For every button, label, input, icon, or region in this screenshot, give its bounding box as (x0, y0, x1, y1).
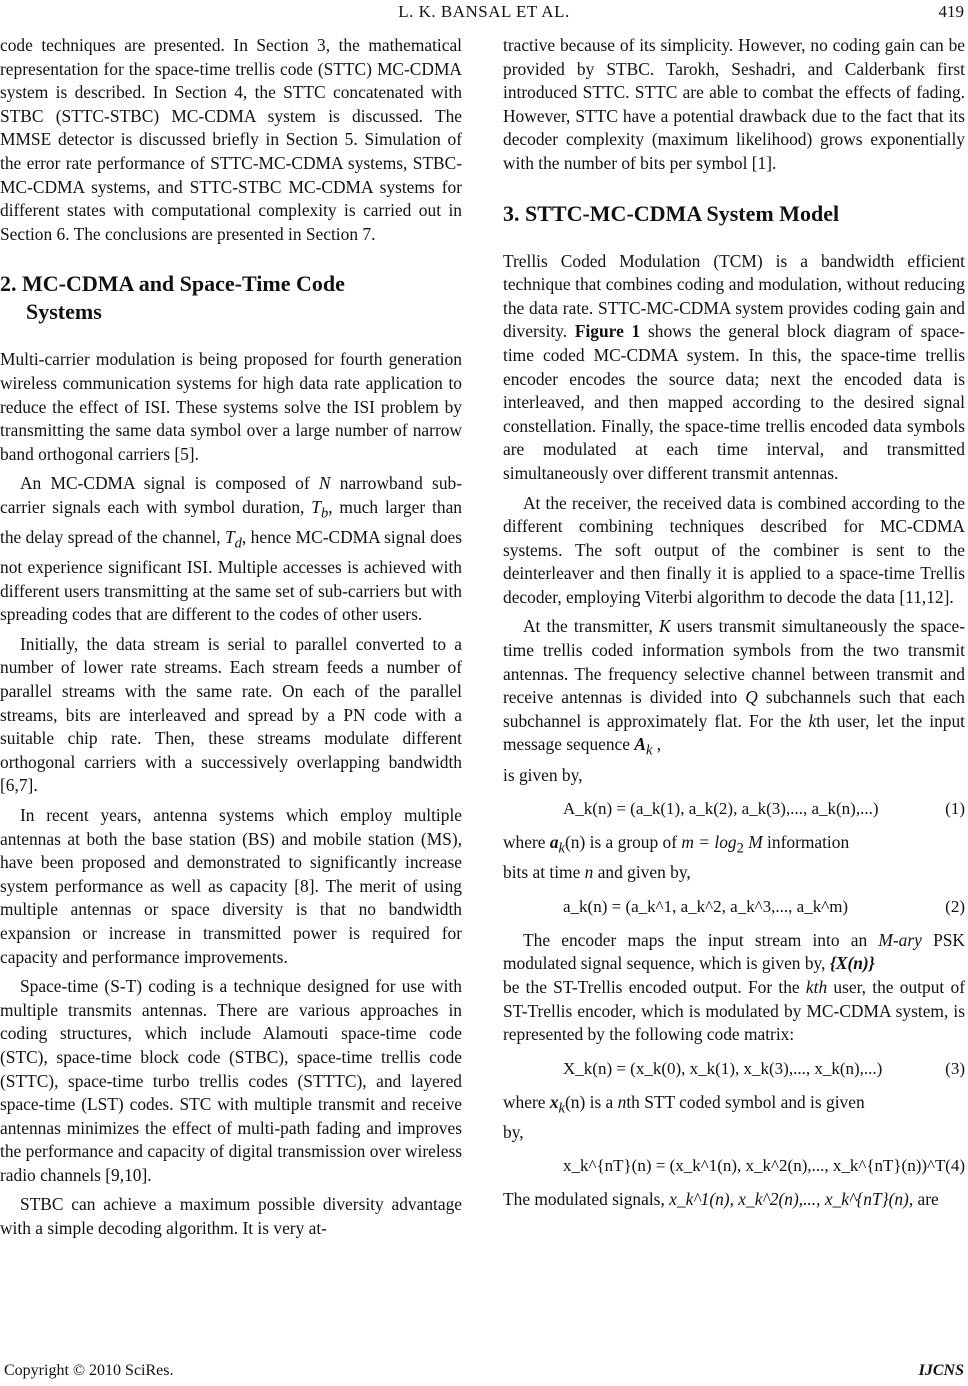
paragraph: where $x_k(n)$ is a nth STT coded symbol and is given by, (503, 1091, 865, 1142)
paragraph: The modulated signals, x_k^1(n), x_k^2(n),..., x_k^{nT}(n), are (503, 1189, 939, 1210)
section-2-title-line1: MC-CDMA and Space-Time Code (22, 271, 345, 297)
figure-reference: Figure 1 (574, 321, 641, 342)
paragraph: At the receiver, the received data is combined according to the different combining techniques described for MC-CDMA systems. The soft output of the combiner is sent to the deinterleaver and then finally it is applied to a space-time Trellis decoder, employing Viterbi algorithm to decode the data [11,12]. (503, 492, 965, 607)
paragraph: Multi-carrier modulation is being proposed for fourth generation wireless communication systems for high data rate application to reduce the effect of ISI. These systems solve the ISI problem by transmitting the same data symbol over a large number of narrow band orthogonal carriers [5]. (0, 349, 462, 464)
equation-2 (503, 889, 965, 923)
equation-4-number: (4) (945, 1156, 965, 1176)
paragraph: Trellis Coded Modulation (TCM) is a bandwidth efficient technique that combines coding and modulation, without reducing the data rate. STTC-MC-CDMA system provides coding gain and diversity. Figure 1 shows the general block diagram of space-time coded MC-CDMA system. In this, the space-time trellis encoder encodes the source data; next the encoded data is interleaved, and then mapped according to the desired signal constellation. Finally, the space-time trellis encoded data symbols are modulated at each time interval, and transmitted simultaneously over different transmit antennas. (503, 250, 965, 483)
equation-4 (503, 1148, 965, 1182)
continued-paragraph: tractive because of its simplicity. However, no coding gain can be provided by STBC. Tarokh, Seshadri, and Calderbank first introduced STTC. STTC are able to combat the effects of fading. However, STTC have a potential drawback due to the fact that its decoder complexity (maximum likelihood) grows exponentially with the number of bits per symbol [1]. (503, 35, 965, 173)
paragraph: STBC can achieve a maximum possible diversity advantage with a simple decoding algorithm. It is very at- (0, 1194, 462, 1239)
equation-3 (503, 1051, 965, 1085)
journal-name: IJCNS (918, 1362, 964, 1379)
paragraph: In recent years, antenna systems which employ multiple antennas at both the base station (BS) and mobile station (MS), have been proposed and demonstrated to significantly increase system performance as well as capacity [8]. The merit of using multiple antennas or space diversity is that no bandwidth expansion or increase in transmitted power is required for capacity and performance improvements. (0, 804, 462, 967)
paragraph: Space-time (S-T) coding is a technique designed for use with multiple transmits antennas. There are various approaches in coding structures, which include Alamouti space-time code (STC), space-time block code (STBC), space-time trellis code (STTC), space-time turbo trellis codes (STTTC), and layered space-time (LST) codes. STC with multiple transmit and receive antennas minimizes the effect of multi-path fading and improves the performance and capacity of digital transmission over wireless radio channels [9,10]. (0, 976, 462, 1185)
page-footer (0, 1362, 968, 1384)
section-2-number: 2. (0, 271, 17, 297)
equation-4-body: x_k^{nT}(n) = (x_k^1(n), x_k^2(n),..., x_k^{nT}(n))^T (563, 1156, 946, 1176)
equation-1-number: (1) (945, 799, 965, 819)
equation-1-body: A_k(n) = (a_k(1), a_k(2), a_k(3),..., a_k(n),...) (563, 799, 879, 819)
right-column (503, 34, 965, 1212)
equation-2-body: a_k(n) = (a_k^1, a_k^2, a_k^3,..., a_k^m) (563, 896, 849, 916)
paragraph: The encoder maps the input stream into an M-ary PSK modulated signal sequence, which is given by, {X(n)} be the ST-Trellis encoded output. For the kth user, the output of ST-Trellis encoder, which is modulated by MC-CDMA system, is represented by the following code matrix: (503, 929, 965, 1045)
paragraph: Initially, the data stream is serial to parallel converted to a number of lower rate streams. Each stream feeds a number of parallel streams with the same rate. On each of the parallel streams, bits are interleaved and spread by a PN code with a suitable chip rate. Then, these streams modulate different orthogonal carriers with a successively overlapping bandwidth [6,7]. (0, 633, 462, 796)
equation-2-number: (2) (945, 896, 965, 916)
running-title: L. K. BANSAL ET AL. (398, 2, 570, 21)
left-column (0, 34, 462, 1241)
intro-paragraph: code techniques are presented. In Section 3, the mathematical representation for the space-time trellis code (STTC) MC-CDMA system is described. In Section 4, the STTC concatenated with STBC (STTC-STBC) MC-CDMA system is discussed. The MMSE detector is discussed briefly in Section 5. Simulation of the error rate performance of STTC-MC-CDMA systems, STBC- MC-CDMA systems, and STTC-STBC MC-CDMA systems for different states with computational complexity is carried out in Section 6. The conclusions are presented in Section 7. (0, 35, 462, 244)
equation-3-number: (3) (945, 1058, 965, 1078)
section-2-heading (0, 270, 462, 326)
copyright-notice: Copyright © 2010 SciRes. (4, 1362, 174, 1379)
section-2-title-line2: Systems (26, 299, 102, 325)
paragraph: At the transmitter, K users transmit simultaneously the space-time trellis coded information symbols from the two transmit antennas. The frequency selective channel between transmit and receive antennas is divided into Q subchannels such that each subchannel is approximately flat. For the kth user, let the input message sequence $A_k$ , is given by, (503, 616, 966, 785)
paragraph: where $a_k(n)$ is a group of $m = \log_2 M$ information bits at time n and given by, (503, 832, 850, 883)
equation-1 (503, 791, 965, 825)
page-number: 419 (938, 2, 964, 21)
paragraph: An MC-CDMA signal is composed of N narrowband sub-carrier signals each with symbol duration, $T_b$, much larger than the delay spread of the channel, $T_d$, hence MC-CDMA signal does not experience significant ISI. Multiple accesses is achieved with different users transmitting at the same set of sub-carriers but with spreading codes that are different to the codes of other users. (0, 473, 462, 625)
equation-3-body: X_k(n) = (x_k(0), x_k(1), x_k(3),..., x_k(n),...) (563, 1058, 883, 1078)
running-head (0, 0, 968, 26)
section-3-heading: 3. STTC-MC-CDMA System Model (503, 200, 840, 226)
